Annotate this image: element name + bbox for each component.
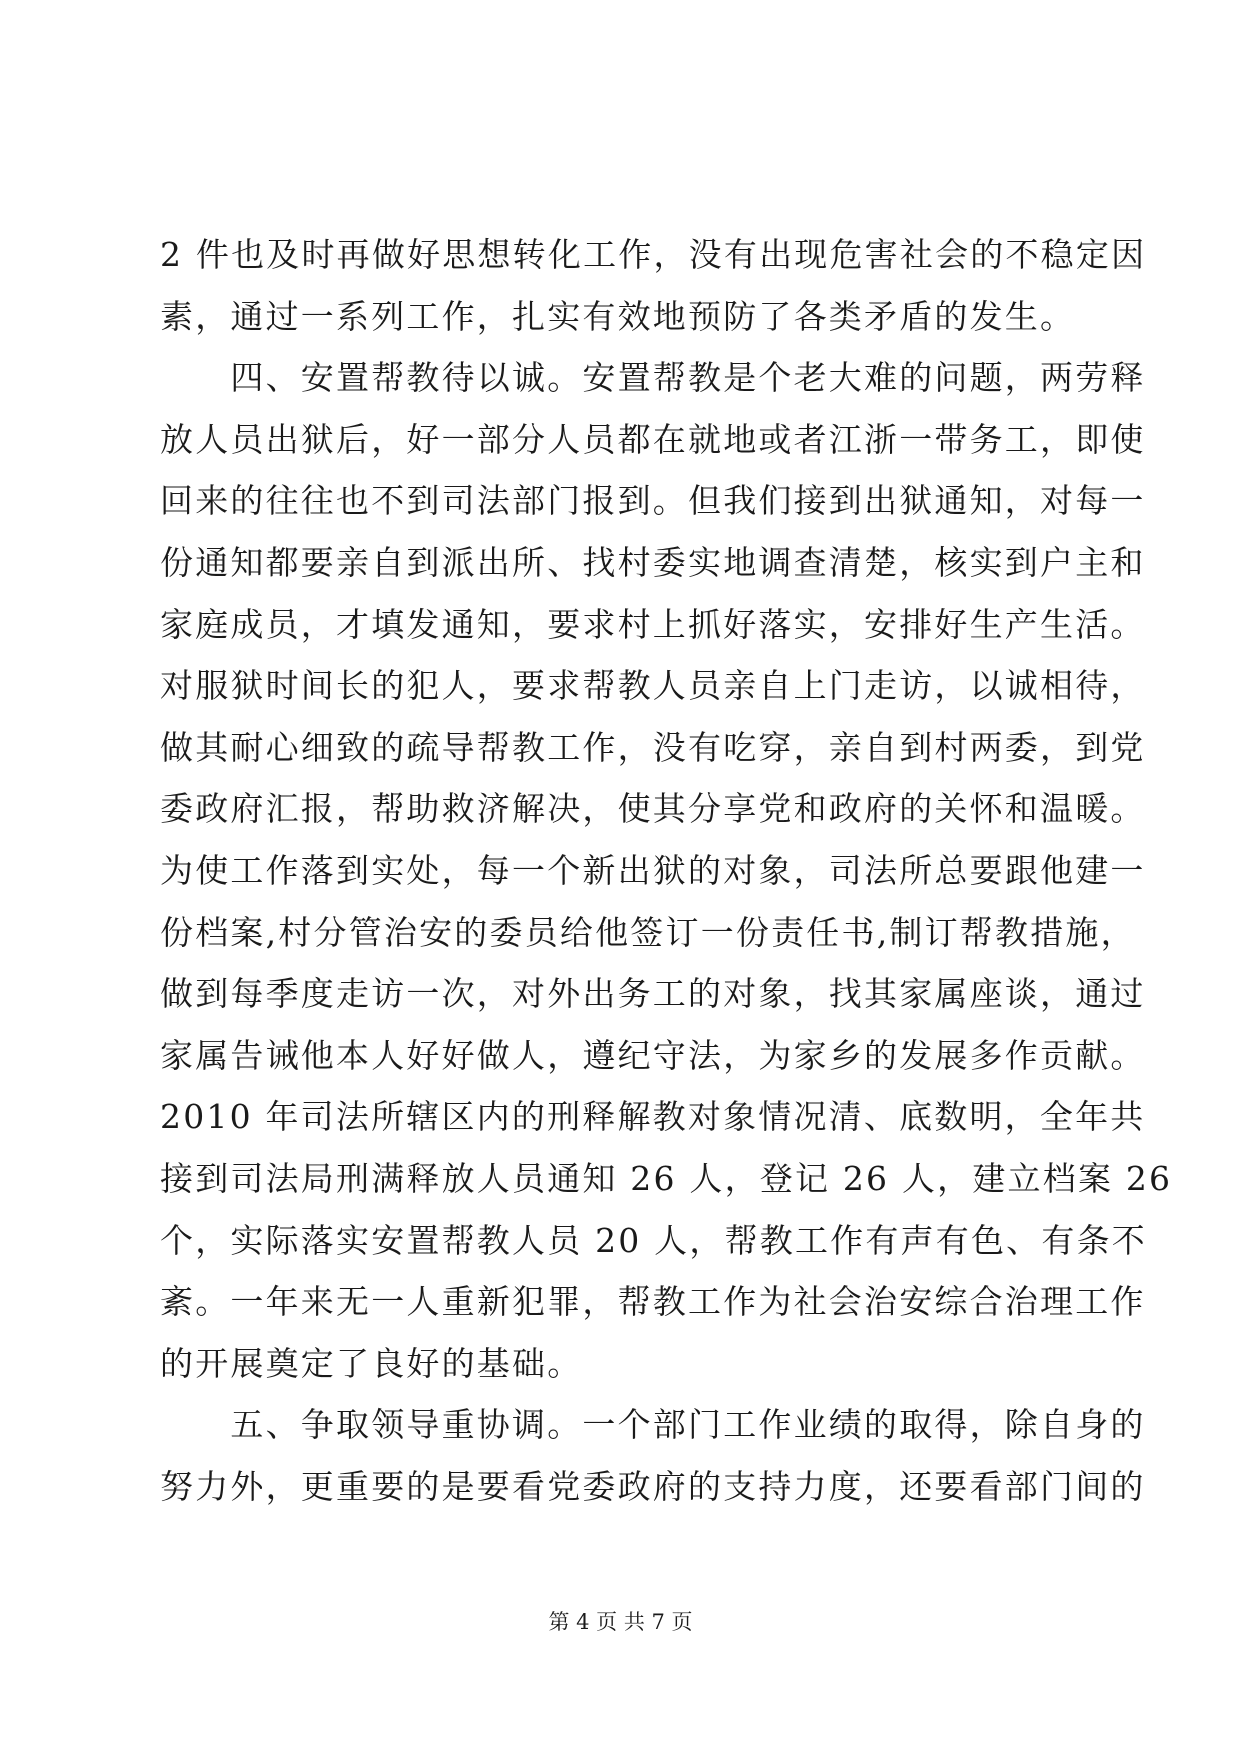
text-line: 委政府汇报，帮助救济解决，使其分享党和政府的关怀和温暖。 bbox=[160, 789, 1146, 829]
text-line: 份档案,村分管治安的委员给他签订一份责任书,制订帮教措施， bbox=[160, 912, 1136, 952]
text-line: 家属告诫他本人好好做人，遵纪守法，为家乡的发展多作贡献。 bbox=[160, 1035, 1146, 1075]
document-body bbox=[160, 224, 1173, 1517]
text-line: 个，实际落实安置帮教人员 20 人，帮教工作有声有色、有条不 bbox=[160, 1220, 1147, 1260]
text-line: 做到每季度走访一次，对外出务工的对象，找其家属座谈，通过 bbox=[160, 974, 1146, 1014]
text-line: 2010 年司法所辖区内的刑释解教对象情况清、底数明，全年共 bbox=[160, 1097, 1146, 1137]
text-line: 为使工作落到实处，每一个新出狱的对象，司法所总要跟他建一 bbox=[160, 850, 1146, 890]
text-line: 做其耐心细致的疏导帮教工作，没有吃穿，亲自到村两委，到党 bbox=[160, 727, 1146, 767]
text-line: 素，通过一系列工作，扎实有效地预防了各类矛盾的发生。 bbox=[160, 296, 1076, 336]
text-line: 努力外，更重要的是要看党委政府的支持力度，还要看部门间的 bbox=[160, 1466, 1146, 1506]
text-line: 四、安置帮教待以诚。安置帮教是个老大难的问题，两劳释 bbox=[160, 358, 1146, 398]
page-number-footer: 第 4 页 共 7 页 bbox=[548, 1610, 693, 1634]
text-line: 回来的往往也不到司法部门报到。但我们接到出狱通知，对每一 bbox=[160, 481, 1146, 521]
text-line: 紊。一年来无一人重新犯罪，帮教工作为社会治安综合治理工作 bbox=[160, 1282, 1146, 1322]
text-line: 的开展奠定了良好的基础。 bbox=[160, 1343, 583, 1383]
text-line: 份通知都要亲自到派出所、找村委实地调查清楚，核实到户主和 bbox=[160, 542, 1146, 582]
text-line: 家庭成员，才填发通知，要求村上抓好落实，安排好生产生活。 bbox=[160, 604, 1146, 644]
text-line: 接到司法局刑满释放人员通知 26 人，登记 26 人，建立档案 26 bbox=[160, 1158, 1173, 1198]
text-line: 2 件也及时再做好思想转化工作，没有出现危害社会的不稳定因 bbox=[160, 235, 1147, 274]
text-line: 五、争取领导重协调。一个部门工作业绩的取得，除自身的 bbox=[160, 1405, 1146, 1445]
text-line: 放人员出狱后，好一部分人员都在就地或者江浙一带务工，即使 bbox=[160, 419, 1146, 459]
text-line: 对服狱时间长的犯人，要求帮教人员亲自上门走访，以诚相待， bbox=[160, 666, 1146, 706]
